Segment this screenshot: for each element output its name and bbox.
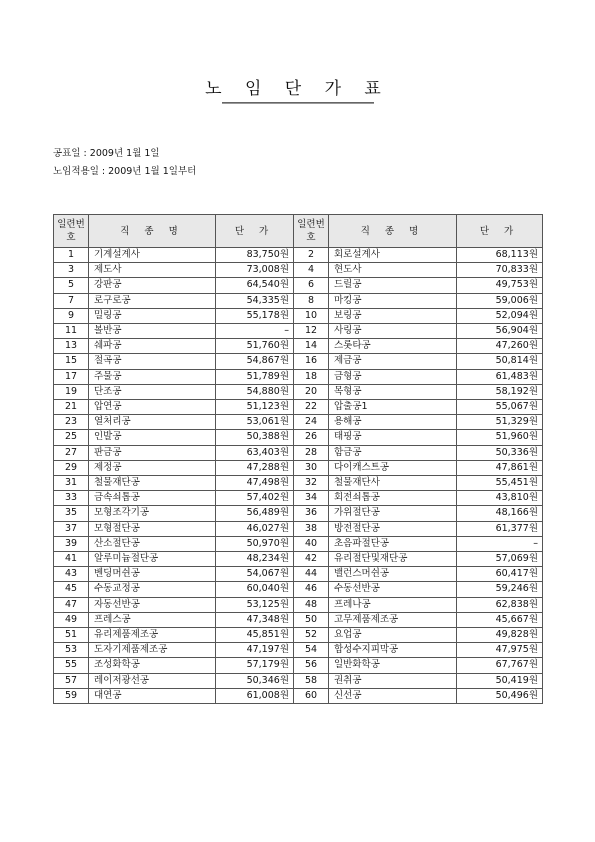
unit-price-cell: 54,880원 — [216, 384, 294, 399]
header-serial: 일련번호 — [54, 215, 89, 248]
serial-cell: 44 — [294, 567, 329, 582]
job-name-cell: 스롯타공 — [329, 339, 457, 354]
job-name-cell: 알루미늄절단공 — [89, 552, 216, 567]
unit-price-cell: 61,008원 — [216, 688, 294, 703]
job-name-cell: 단조공 — [89, 384, 216, 399]
job-name-cell: 철물재단사 — [329, 476, 457, 491]
job-name-cell: 회로설계사 — [329, 248, 457, 263]
table-row — [54, 552, 543, 567]
unit-price-cell: 50,388원 — [216, 430, 294, 445]
job-name-cell: 일반화학공 — [329, 658, 457, 673]
job-name-cell: 로구로공 — [89, 293, 216, 308]
table-row — [54, 354, 543, 369]
serial-cell: 7 — [54, 293, 89, 308]
unit-price-cell: 43,810원 — [457, 491, 543, 506]
table-row — [54, 430, 543, 445]
serial-cell: 25 — [54, 430, 89, 445]
table-header-row — [54, 215, 543, 248]
table-row — [54, 643, 543, 658]
unit-price-cell: 51,123원 — [216, 400, 294, 415]
unit-price-cell: 56,489원 — [216, 506, 294, 521]
job-name-cell: 유리제품제조공 — [89, 628, 216, 643]
job-name-cell: 제금공 — [329, 354, 457, 369]
job-name-cell: 방전절단공 — [329, 521, 457, 536]
serial-cell: 37 — [54, 521, 89, 536]
table-row — [54, 308, 543, 323]
table-row — [54, 536, 543, 551]
job-name-cell: 밀링공 — [89, 308, 216, 323]
table-row — [54, 521, 543, 536]
job-name-cell: 도자기제품제조공 — [89, 643, 216, 658]
serial-cell: 15 — [54, 354, 89, 369]
serial-cell: 20 — [294, 384, 329, 399]
unit-price-cell: 57,069원 — [457, 552, 543, 567]
job-name-cell: 금형공 — [329, 369, 457, 384]
unit-price-cell: 53,125원 — [216, 597, 294, 612]
unit-price-cell: 47,197원 — [216, 643, 294, 658]
unit-price-cell: 63,403원 — [216, 445, 294, 460]
job-name-cell: 목형공 — [329, 384, 457, 399]
unit-price-cell: 47,861원 — [457, 460, 543, 475]
serial-cell: 4 — [294, 263, 329, 278]
serial-cell: 21 — [54, 400, 89, 415]
unit-price-cell: 45,667원 — [457, 612, 543, 627]
serial-cell: 32 — [294, 476, 329, 491]
job-name-cell: 수동선반공 — [329, 582, 457, 597]
unit-price-cell: 51,760원 — [216, 339, 294, 354]
unit-price-cell: 59,246원 — [457, 582, 543, 597]
job-name-cell: 가위절단공 — [329, 506, 457, 521]
unit-price-cell: 60,417원 — [457, 567, 543, 582]
job-name-cell: 요업공 — [329, 628, 457, 643]
serial-cell: 1 — [54, 248, 89, 263]
unit-price-cell: 54,335원 — [216, 293, 294, 308]
unit-price-cell: 67,767원 — [457, 658, 543, 673]
table-row — [54, 612, 543, 627]
job-name-cell: 판금공 — [89, 445, 216, 460]
job-name-cell: 함금공 — [329, 445, 457, 460]
job-name-cell: 금속쇠톱공 — [89, 491, 216, 506]
unit-price-cell: 50,970원 — [216, 536, 294, 551]
table-row — [54, 582, 543, 597]
serial-cell: 38 — [294, 521, 329, 536]
unit-price-cell: 52,094원 — [457, 308, 543, 323]
serial-cell: 57 — [54, 673, 89, 688]
table-row — [54, 476, 543, 491]
serial-cell: 45 — [54, 582, 89, 597]
serial-cell: 56 — [294, 658, 329, 673]
table-row — [54, 673, 543, 688]
serial-cell: 28 — [294, 445, 329, 460]
job-name-cell: 조성화학공 — [89, 658, 216, 673]
table-row — [54, 278, 543, 293]
table-row — [54, 400, 543, 415]
serial-cell: 16 — [294, 354, 329, 369]
unit-price-cell: 68,113원 — [457, 248, 543, 263]
serial-cell: 36 — [294, 506, 329, 521]
serial-cell: 12 — [294, 324, 329, 339]
unit-price-cell: 55,067원 — [457, 400, 543, 415]
table-row — [54, 324, 543, 339]
unit-price-cell: 70,833원 — [457, 263, 543, 278]
unit-price-cell: 55,451원 — [457, 476, 543, 491]
serial-cell: 30 — [294, 460, 329, 475]
page-title: 노 임 단 가 표 — [205, 79, 390, 99]
unit-price-cell: 50,496원 — [457, 688, 543, 703]
serial-cell: 14 — [294, 339, 329, 354]
unit-price-cell: 49,828원 — [457, 628, 543, 643]
unit-price-cell: 45,851원 — [216, 628, 294, 643]
unit-price-cell: 47,498원 — [216, 476, 294, 491]
serial-cell: 41 — [54, 552, 89, 567]
serial-cell: 35 — [54, 506, 89, 521]
unit-price-cell: 57,179원 — [216, 658, 294, 673]
unit-price-cell: 73,008원 — [216, 263, 294, 278]
job-name-cell: 신선공 — [329, 688, 457, 703]
serial-cell: 34 — [294, 491, 329, 506]
serial-cell: 31 — [54, 476, 89, 491]
wage-table — [53, 214, 543, 704]
unit-price-cell: 49,753원 — [457, 278, 543, 293]
table-row — [54, 491, 543, 506]
serial-cell: 49 — [54, 612, 89, 627]
job-name-cell: 열처리공 — [89, 415, 216, 430]
serial-cell: 53 — [54, 643, 89, 658]
table-row — [54, 567, 543, 582]
job-name-cell: 강판공 — [89, 278, 216, 293]
job-name-cell: 용해공 — [329, 415, 457, 430]
serial-cell: 58 — [294, 673, 329, 688]
serial-cell: 48 — [294, 597, 329, 612]
job-name-cell: 압출공1 — [329, 400, 457, 415]
header-serial: 일련번호 — [294, 215, 329, 248]
job-name-cell: 모형조각기공 — [89, 506, 216, 521]
job-name-cell: 밸런스머쉰공 — [329, 567, 457, 582]
job-name-cell: 제정공 — [89, 460, 216, 475]
job-name-cell: 마킹공 — [329, 293, 457, 308]
table-row — [54, 369, 543, 384]
unit-price-cell: 58,192원 — [457, 384, 543, 399]
unit-price-cell: 48,166원 — [457, 506, 543, 521]
job-name-cell: 회전쇠톱공 — [329, 491, 457, 506]
serial-cell: 42 — [294, 552, 329, 567]
unit-price-cell: – — [457, 536, 543, 551]
job-name-cell: 권취공 — [329, 673, 457, 688]
unit-price-cell: 60,040원 — [216, 582, 294, 597]
serial-cell: 60 — [294, 688, 329, 703]
unit-price-cell: 62,838원 — [457, 597, 543, 612]
table-row — [54, 460, 543, 475]
unit-price-cell: 47,260원 — [457, 339, 543, 354]
job-name-cell: 모형절단공 — [89, 521, 216, 536]
job-name-cell: 쉐파공 — [89, 339, 216, 354]
unit-price-cell: 54,067원 — [216, 567, 294, 582]
unit-price-cell: 54,867원 — [216, 354, 294, 369]
serial-cell: 24 — [294, 415, 329, 430]
serial-cell: 40 — [294, 536, 329, 551]
serial-cell: 2 — [294, 248, 329, 263]
table-row — [54, 293, 543, 308]
serial-cell: 51 — [54, 628, 89, 643]
unit-price-cell: 48,234원 — [216, 552, 294, 567]
serial-cell: 54 — [294, 643, 329, 658]
unit-price-cell: 61,377원 — [457, 521, 543, 536]
table-row — [54, 339, 543, 354]
unit-price-cell: 57,402원 — [216, 491, 294, 506]
unit-price-cell: 51,329원 — [457, 415, 543, 430]
serial-cell: 10 — [294, 308, 329, 323]
serial-cell: 3 — [54, 263, 89, 278]
serial-cell: 43 — [54, 567, 89, 582]
serial-cell: 59 — [54, 688, 89, 703]
job-name-cell: 다이캐스트공 — [329, 460, 457, 475]
job-name-cell: 현도사 — [329, 263, 457, 278]
unit-price-cell: 50,419원 — [457, 673, 543, 688]
unit-price-cell: – — [216, 324, 294, 339]
apply-date: 노임적용일 : 2009년 1월 1일부터 — [53, 166, 197, 177]
job-name-cell: 기계설계사 — [89, 248, 216, 263]
job-name-cell: 수동교정공 — [89, 582, 216, 597]
unit-price-cell: 56,904원 — [457, 324, 543, 339]
table-row — [54, 597, 543, 612]
serial-cell: 46 — [294, 582, 329, 597]
serial-cell: 29 — [54, 460, 89, 475]
unit-price-cell: 50,336원 — [457, 445, 543, 460]
serial-cell: 8 — [294, 293, 329, 308]
job-name-cell: 유리절단및재단공 — [329, 552, 457, 567]
unit-price-cell: 50,814원 — [457, 354, 543, 369]
serial-cell: 9 — [54, 308, 89, 323]
unit-price-cell: 53,061원 — [216, 415, 294, 430]
table-row — [54, 263, 543, 278]
job-name-cell: 인발공 — [89, 430, 216, 445]
unit-price-cell: 83,750원 — [216, 248, 294, 263]
table-row — [54, 628, 543, 643]
table-row — [54, 415, 543, 430]
serial-cell: 55 — [54, 658, 89, 673]
serial-cell: 11 — [54, 324, 89, 339]
job-name-cell: 태핑공 — [329, 430, 457, 445]
table-row — [54, 384, 543, 399]
job-name-cell: 자동선반공 — [89, 597, 216, 612]
unit-price-cell: 47,348원 — [216, 612, 294, 627]
serial-cell: 33 — [54, 491, 89, 506]
table-row — [54, 506, 543, 521]
job-name-cell: 레이저광선공 — [89, 673, 216, 688]
announce-date: 공표일 : 2009년 1월 1일 — [53, 148, 160, 159]
table-row — [54, 658, 543, 673]
unit-price-cell: 47,975원 — [457, 643, 543, 658]
serial-cell: 6 — [294, 278, 329, 293]
job-name-cell: 사링공 — [329, 324, 457, 339]
unit-price-cell: 59,006원 — [457, 293, 543, 308]
serial-cell: 13 — [54, 339, 89, 354]
unit-price-cell: 51,789원 — [216, 369, 294, 384]
job-name-cell: 볼반공 — [89, 324, 216, 339]
header-unit-price: 단 가 — [457, 215, 543, 248]
unit-price-cell: 64,540원 — [216, 278, 294, 293]
unit-price-cell: 55,178원 — [216, 308, 294, 323]
serial-cell: 22 — [294, 400, 329, 415]
serial-cell: 52 — [294, 628, 329, 643]
header-job-name: 직 종 명 — [329, 215, 457, 248]
table-row — [54, 688, 543, 703]
unit-price-cell: 46,027원 — [216, 521, 294, 536]
serial-cell: 50 — [294, 612, 329, 627]
job-name-cell: 철물재단공 — [89, 476, 216, 491]
job-name-cell: 보링공 — [329, 308, 457, 323]
table-row — [54, 445, 543, 460]
serial-cell: 5 — [54, 278, 89, 293]
job-name-cell: 산소절단공 — [89, 536, 216, 551]
job-name-cell: 주물공 — [89, 369, 216, 384]
job-name-cell: 압연공 — [89, 400, 216, 415]
title-underline — [222, 102, 374, 104]
serial-cell: 18 — [294, 369, 329, 384]
serial-cell: 26 — [294, 430, 329, 445]
unit-price-cell: 47,288원 — [216, 460, 294, 475]
job-name-cell: 제도사 — [89, 263, 216, 278]
unit-price-cell: 61,483원 — [457, 369, 543, 384]
table-row — [54, 248, 543, 263]
job-name-cell: 드릴공 — [329, 278, 457, 293]
serial-cell: 19 — [54, 384, 89, 399]
job-name-cell: 초음파절단공 — [329, 536, 457, 551]
serial-cell: 47 — [54, 597, 89, 612]
unit-price-cell: 51,960원 — [457, 430, 543, 445]
header-unit-price: 단 가 — [216, 215, 294, 248]
job-name-cell: 벤딩머쉰공 — [89, 567, 216, 582]
job-name-cell: 프레나공 — [329, 597, 457, 612]
job-name-cell: 합성수지피막공 — [329, 643, 457, 658]
job-name-cell: 프레스공 — [89, 612, 216, 627]
serial-cell: 39 — [54, 536, 89, 551]
serial-cell: 17 — [54, 369, 89, 384]
header-job-name: 직 종 명 — [89, 215, 216, 248]
unit-price-cell: 50,346원 — [216, 673, 294, 688]
job-name-cell: 고무제품제조공 — [329, 612, 457, 627]
job-name-cell: 절곡공 — [89, 354, 216, 369]
serial-cell: 23 — [54, 415, 89, 430]
job-name-cell: 대연공 — [89, 688, 216, 703]
serial-cell: 27 — [54, 445, 89, 460]
